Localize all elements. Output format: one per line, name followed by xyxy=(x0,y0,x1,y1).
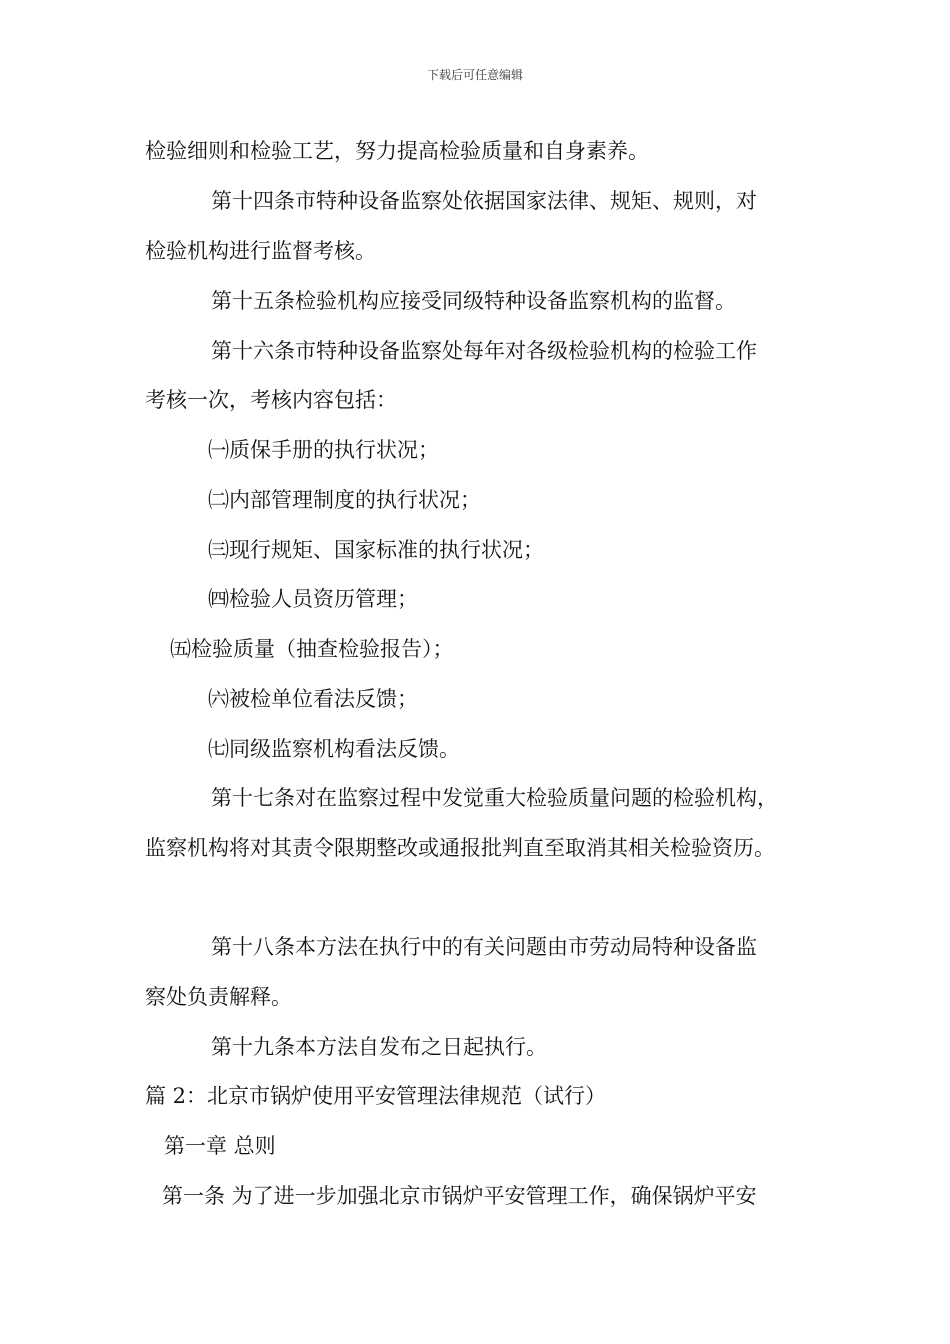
page-header: 下载后可任意编辑 xyxy=(426,68,523,82)
text-line: 检验细则和检验工艺，努力提高检验质量和自身素养。 xyxy=(145,139,649,163)
list-item: ㈤检验质量（抽查检验报告）； xyxy=(170,637,454,661)
text-line: 第十七条对在监察过程中发觉重大检验质量问题的检验机构， xyxy=(211,786,778,810)
text-line: 考核一次，考核内容包括： xyxy=(145,388,397,412)
list-item: ㈠质保手册的执行状况； xyxy=(208,438,439,462)
section-title: 篇 2：北京市锅炉使用平安管理法律规范（试行） xyxy=(145,1084,607,1108)
text-line: 第十四条市特种设备监察处依据国家法律、规矩、规则，对 xyxy=(211,189,757,213)
text-line: 第十八条本方法在执行中的有关问题由市劳动局特种设备监 xyxy=(211,935,757,959)
list-item: ㈡内部管理制度的执行状况； xyxy=(208,488,481,512)
text-line: 第十六条市特种设备监察处每年对各级检验机构的检验工作 xyxy=(211,339,757,363)
list-item: ㈣检验人员资历管理； xyxy=(208,587,418,611)
text-line: 检验机构进行监督考核。 xyxy=(145,239,376,263)
text-line: 监察机构将对其责令限期整改或通报批判直至取消其相关检验资历。 xyxy=(145,836,775,860)
text-line: 第十五条检验机构应接受同级特种设备监察机构的监督。 xyxy=(211,289,736,313)
list-item: ㈥被检单位看法反馈； xyxy=(208,687,418,711)
list-item: ㈢现行规矩、国家标准的执行状况； xyxy=(208,538,544,562)
text-line: 第十九条本方法自发布之日起执行。 xyxy=(211,1035,547,1059)
text-line: 察处负责解释。 xyxy=(145,985,292,1009)
text-line: 第一条 为了进一步加强北京市锅炉平安管理工作，确保锅炉平安 xyxy=(162,1184,757,1208)
chapter-title: 第一章 总则 xyxy=(164,1134,276,1158)
list-item: ㈦同级监察机构看法反馈。 xyxy=(208,737,460,761)
